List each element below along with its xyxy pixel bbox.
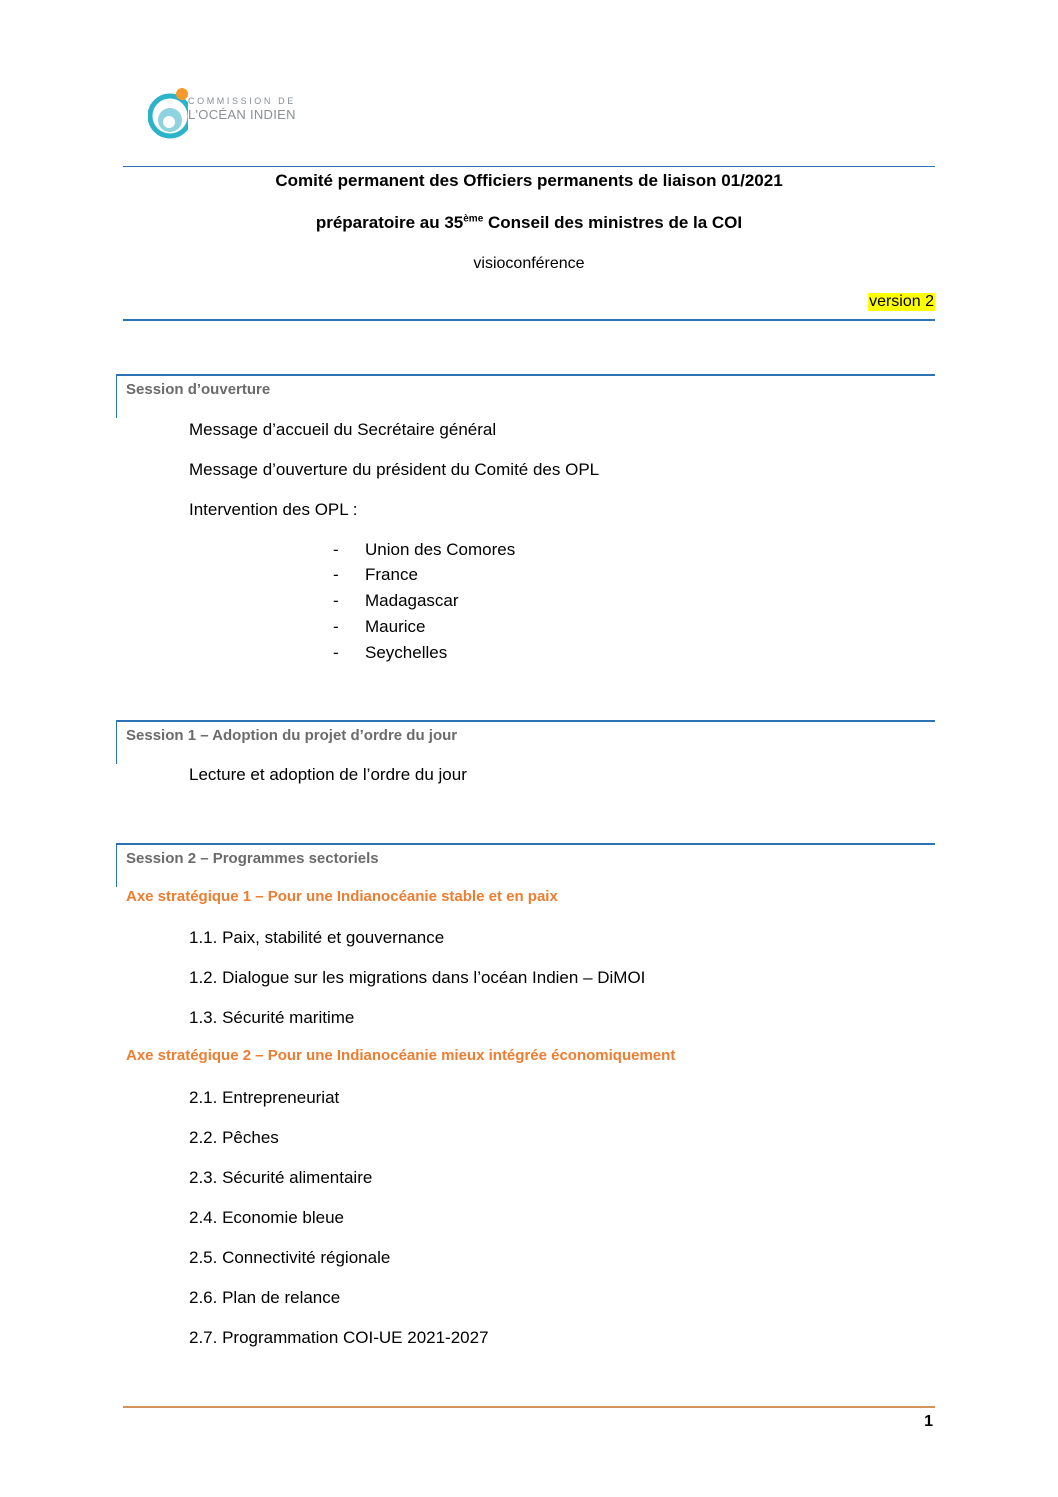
session-opening-header [116, 374, 935, 418]
logo-emblem-icon [148, 82, 188, 144]
axe-2-title: Axe stratégique 2 – Pour une Indianocéanie mieux intégrée économiquement [126, 1047, 676, 1064]
session-1-header [116, 720, 935, 764]
list-item: 2.4. Economie bleue [189, 1208, 344, 1227]
list-item: 2.6. Plan de relance [189, 1288, 341, 1307]
bullet-item: Seychelles [365, 643, 448, 662]
subtitle-post: Conseil des ministres de la COI [483, 213, 743, 232]
document-title: Comité permanent des Officiers permanents de liaison 01/2021 [275, 171, 783, 190]
session-opening-title: Session d’ouverture [126, 381, 271, 398]
list-item: 2.2. Pêches [189, 1128, 279, 1147]
axe-1-title: Axe stratégique 1 – Pour une Indianocéanie stable et en paix [126, 888, 558, 905]
bullet-marker: - [333, 617, 339, 636]
list-item: 2.3. Sécurité alimentaire [189, 1168, 373, 1187]
bullet-marker: - [333, 540, 339, 559]
subtitle-pre: préparatoire au 35 [315, 213, 464, 232]
meeting-mode: visioconférence [473, 255, 585, 272]
list-item: Message d’accueil du Secrétaire général [189, 420, 497, 439]
coi-logo [148, 82, 338, 144]
session-2-title: Session 2 – Programmes sectoriels [126, 850, 379, 867]
page-number: 1 [924, 1413, 933, 1430]
bullet-item: Union des Comores [365, 540, 516, 559]
bullet-marker: - [333, 643, 339, 662]
version-badge: version 2 [869, 293, 934, 310]
bullet-item: Madagascar [365, 591, 459, 610]
list-item: 1.3. Sécurité maritime [189, 1008, 355, 1027]
document-subtitle [123, 213, 935, 233]
header-bottom-rule [123, 319, 935, 321]
list-item: Intervention des OPL : [189, 500, 358, 519]
subtitle-sup: ème [463, 213, 484, 225]
list-item: Message d’ouverture du président du Comité des OPL [189, 460, 600, 479]
session-2-header [116, 843, 935, 887]
list-item: 1.2. Dialogue sur les migrations dans l’océan Indien – DiMOI [189, 968, 646, 987]
logo-line2: L'OCÉAN INDIEN [188, 107, 296, 122]
list-item: 2.7. Programmation COI-UE 2021-2027 [189, 1328, 489, 1347]
list-item: 2.1. Entrepreneuriat [189, 1088, 340, 1107]
list-item: 2.5. Connectivité régionale [189, 1248, 391, 1267]
bullet-item: France [365, 565, 418, 584]
header-top-rule [123, 166, 935, 167]
logo-line1: COMMISSION DE [188, 96, 296, 106]
footer-rule [123, 1406, 935, 1408]
session-1-title: Session 1 – Adoption du projet d’ordre du jour [126, 727, 458, 744]
bullet-item: Maurice [365, 617, 426, 636]
list-item: Lecture et adoption de l’ordre du jour [189, 765, 467, 784]
logo-wordmark [188, 96, 296, 122]
bullet-marker: - [333, 591, 339, 610]
list-item: 1.1. Paix, stabilité et gouvernance [189, 928, 445, 947]
bullet-marker: - [333, 565, 339, 584]
